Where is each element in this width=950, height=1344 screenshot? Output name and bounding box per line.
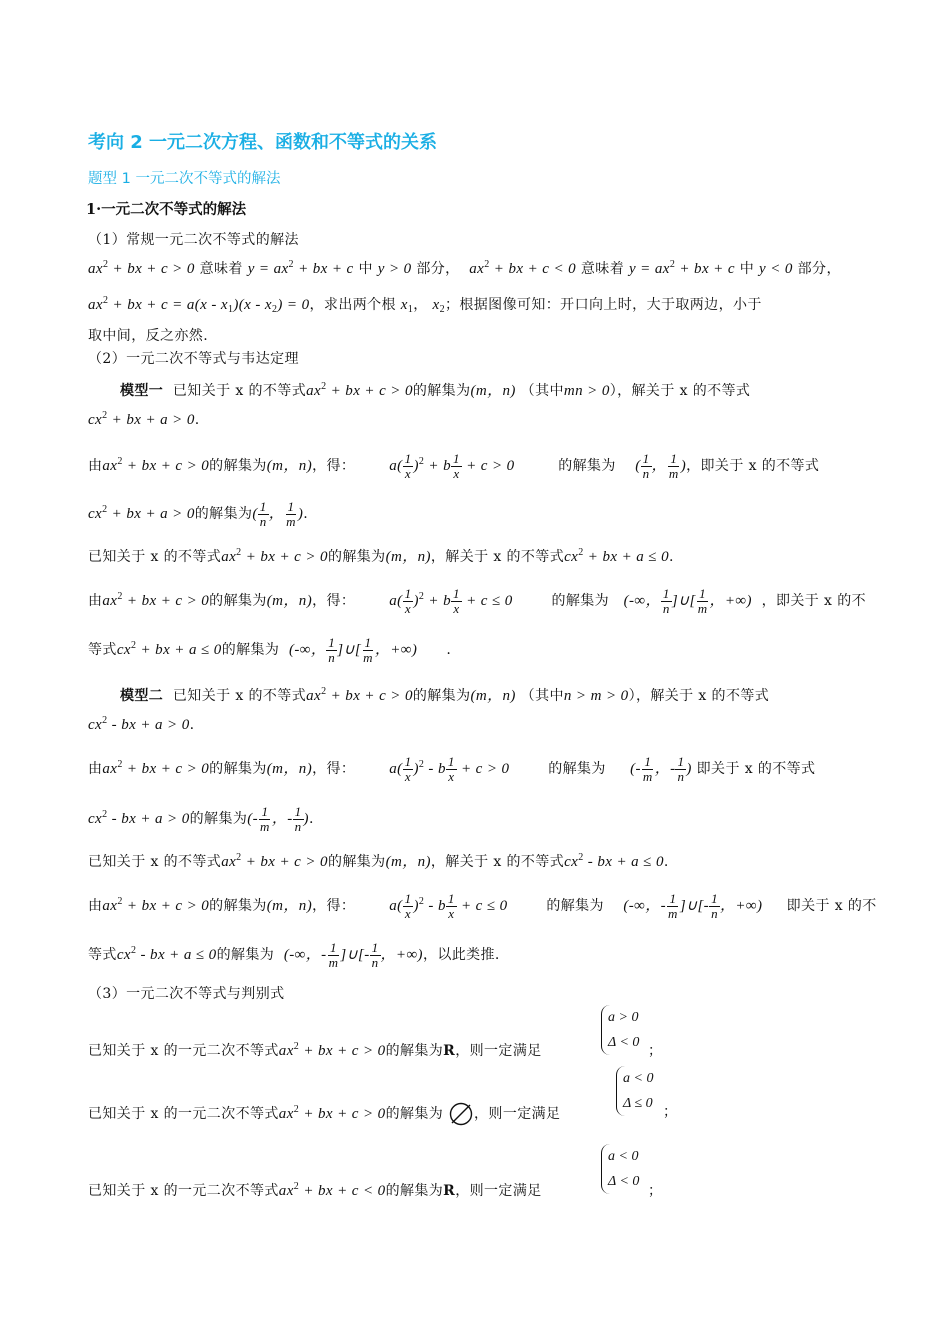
empty-set-icon xyxy=(448,1101,474,1127)
model-1-result-a: $cx^2$ + bx + a > 0的解集为( $\frac{1}{n}$ ， $\frac{1}{m}$ ). xyxy=(88,499,309,529)
semicolon: ； xyxy=(663,1104,678,1120)
model-2-derivation-a: 由$ax^2$ + bx + c > 0的解集为(m，n)，得： a( $\frac{1}{x}$ )$^2$ - b $\frac{1}{x}$ + c > 0 的解集为 (- $\frac{1}{m}$ ，- $\frac{1}{n}$ ) 即关于 x 的不等式 xyxy=(88,754,816,784)
disc-case-3: 已知关于 x 的一元二次不等式$ax^2$ + bx + c < 0的解集为R，则一定满足 xyxy=(88,1181,542,1199)
line-3: 取中间，反之亦然. xyxy=(88,328,209,344)
disc-case-3-conditions: a < 0 Δ < 0 xyxy=(601,1144,639,1194)
model-2-statement: 模型二 已知关于 x 的不等式$ax^2$ + bx + c > 0的解集为(m，n) （其中n > m > 0），解关于 x 的不等式 xyxy=(120,686,770,704)
disc-case-1-conditions: a > 0 Δ < 0 xyxy=(601,1005,639,1055)
model-1-statement: 模型一 已知关于 x 的不等式$ax^2$ + bx + c > 0的解集为(m，n) （其中mn > 0），解关于 x 的不等式 xyxy=(120,381,751,399)
disc-case-2-conditions: a < 0 Δ ≤ 0 xyxy=(616,1066,653,1116)
semicolon: ； xyxy=(648,1043,663,1059)
model-1-statement-b: 已知关于 x 的不等式$ax^2$ + bx + c > 0的解集为(m，n)，解关于 x 的不等式$cx^2$ + bx + a ≤ 0. xyxy=(88,547,674,565)
line-2: $ax^2$ + bx + $c = a(x - x_1)(x - x_2) = 0$，求出两个根 $x_1$， $x_2$；根据图像可知：开口向上时，大于取两边，小于 xyxy=(88,295,762,315)
model-1-derivation-a: 由$ax^2$ + bx + c > 0的解集为(m，n)，得： a( $\frac{1}{x}$ )$^2$ + b $\frac{1}{x}$ + c > 0 的解集为 ( $\frac{1}{n}$ ， $\frac{1}{m}$ )，即关于 x 的不等式 xyxy=(88,451,820,481)
model-1-derivation-b: 由$ax^2$ + bx + c > 0的解集为(m，n)，得： a( $\frac{1}{x}$ )$^2$ + b $\frac{1}{x}$ + c ≤ 0 的解集为 (-∞， $\frac{1}{n}$ ]∪[ $\frac{1}{m}$ ，+∞) ，即关于 x 的不 xyxy=(88,586,867,616)
model-2-target: $cx^2$ - bx + a > 0. xyxy=(88,715,195,733)
model-1-target: $cx^2$ + bx + a > 0. xyxy=(88,410,200,428)
line-1: $ax^2$ + bx + c > 0 意味着 $y = ax^2$ + bx + c 中 y > 0 部分， $ax^2$ + bx + c < 0 意味着 $y = ax^2$ + bx + c 中 y < 0 部分， xyxy=(88,259,841,277)
subheading: 题型 1 一元二次不等式的解法 xyxy=(88,171,281,187)
section-title: 1·一元二次不等式的解法 xyxy=(86,201,247,218)
item-3-title: （3）一元二次不等式与判别式 xyxy=(88,986,285,1002)
model-1-result-b: 等式$cx^2$ + bx + a ≤ 0的解集为 (-∞， $\frac{1}{n}$ ]∪[ $\frac{1}{m}$ ，+∞) . xyxy=(88,635,452,665)
disc-case-1: 已知关于 x 的一元二次不等式$ax^2$ + bx + c > 0的解集为R，则一定满足 xyxy=(88,1041,542,1059)
model-2-result-b: 等式$cx^2$ - bx + a ≤ 0的解集为 (-∞，- $\frac{1}{m}$ ]∪[- $\frac{1}{n}$ ，+∞)，以此类推. xyxy=(88,940,500,970)
model-2-result-a: $cx^2$ - bx + a > 0的解集为(- $\frac{1}{m}$ ，- $\frac{1}{n}$ ). xyxy=(88,804,314,834)
model-2-statement-b: 已知关于 x 的不等式$ax^2$ + bx + c > 0的解集为(m，n)，解关于 x 的不等式$cx^2$ - bx + a ≤ 0. xyxy=(88,852,669,870)
item-1-title: （1）常规一元二次不等式的解法 xyxy=(88,232,299,248)
item-2-title: （2）一元二次不等式与韦达定理 xyxy=(88,351,299,367)
model-2-derivation-b: 由$ax^2$ + bx + c > 0的解集为(m，n)，得： a( $\frac{1}{x}$ )$^2$ - b $\frac{1}{x}$ + c ≤ 0 的解集为 (-∞，- $\frac{1}{m}$ ]∪[- $\frac{1}{n}$ ，+∞) 即关于 x 的不 xyxy=(88,891,877,921)
disc-case-2: 已知关于 x 的一元二次不等式$ax^2$ + bx + c > 0的解集为 ，则一定满足 xyxy=(88,1101,560,1127)
semicolon: ； xyxy=(648,1183,663,1199)
page-title: 考向 2 一元二次方程、函数和不等式的关系 xyxy=(88,132,438,153)
